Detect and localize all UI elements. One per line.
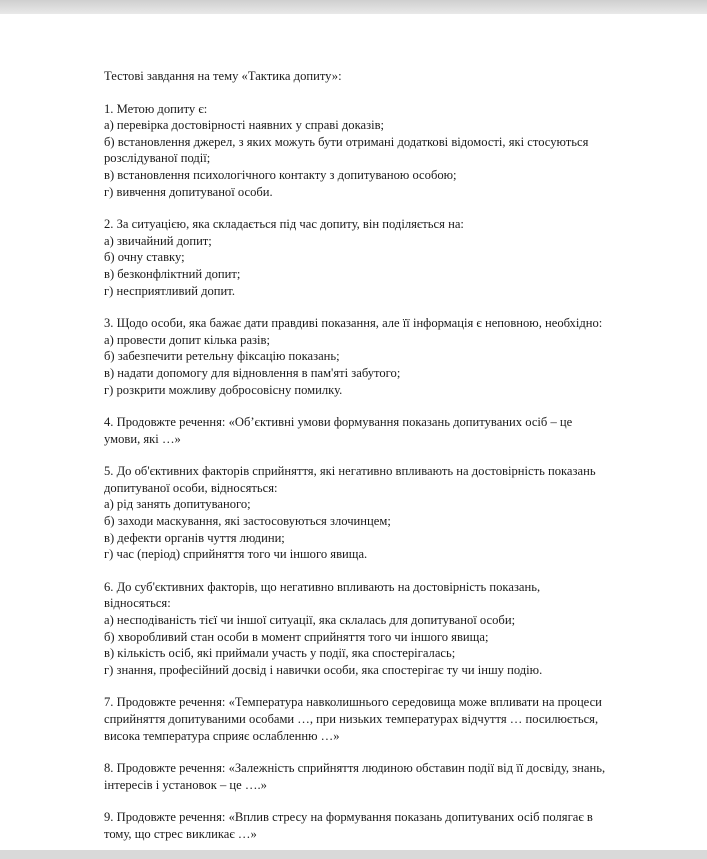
question-line: в) надати допомогу для відновлення в пам'яті забутого; <box>104 365 401 380</box>
question-text: 9. Продовжте речення: «Вплив стресу на формування показань допитуваних осіб полягає в <box>104 810 593 825</box>
question-text: 6. До суб'єктивних факторів, що негативно впливають на достовірність показань, <box>104 579 541 594</box>
question-line: розслідуваної події; <box>104 151 211 166</box>
question-line: а) несподіваність тієї чи іншої ситуації, яка склалась для допитуваної особи; <box>104 613 516 628</box>
question-line: б) очну ставку; <box>104 250 185 265</box>
question-line: а) рід занять допитуваного; <box>104 497 251 512</box>
question-line: г) розкрити можливу добросовісну помилку. <box>104 382 343 397</box>
question-line: в) дефекти органів чуття людини; <box>104 530 285 545</box>
question-4 <box>104 414 694 447</box>
question-7 <box>104 694 694 744</box>
question-line: тому, що стрес викликає …» <box>104 826 257 841</box>
question-text: 2. За ситуацією, яка складається під час допиту, він поділяється на: <box>104 217 464 232</box>
question-text: 3. Щодо особи, яка бажає дати правдиві показання, але її інформація є неповною, необхідно: <box>104 316 603 331</box>
question-line: висока температура сприяє ослабленню …» <box>104 728 340 743</box>
question-line: а) провести допит кілька разів; <box>104 332 270 347</box>
question-text: 4. Продовжте речення: «Об’єктивні умови формування показань допитуваних осіб – це <box>104 415 573 430</box>
question-8 <box>104 760 694 793</box>
question-line: сприйняття допитуваними особами …, при низьких температурах відчуття … посилюється, <box>104 712 599 726</box>
question-line: г) несприятливий допит. <box>104 283 235 298</box>
question-text: 5. До об'єктивних факторів сприйняття, які негативно впливають на достовірність показань <box>104 464 596 479</box>
question-line: б) встановлення джерел, з яких можуть бути отримані додаткові відомості, які стосуються <box>104 134 589 149</box>
question-line: в) кількість осіб, які приймали участь у події, яка спостерігалась; <box>104 646 456 661</box>
question-3 <box>104 315 694 398</box>
viewer-top-edge <box>0 0 707 14</box>
question-line: а) перевірка достовірності наявних у справі доказів; <box>104 118 385 133</box>
question-line: г) знання, професійний досвід і навички особи, яка спостерігає ту чи іншу подію. <box>104 662 543 677</box>
question-line: умови, які …» <box>104 431 181 446</box>
questions-list <box>104 101 694 843</box>
question-text: 7. Продовжте речення: «Температура навколишнього середовища може впливати на процеси <box>104 695 602 710</box>
question-line: б) хворобливий стан особи в момент сприйняття того чи іншого явища; <box>104 629 489 644</box>
question-5 <box>104 463 694 563</box>
document-content <box>104 68 694 859</box>
question-text: 1. Метою допиту є: <box>104 101 208 116</box>
question-line: в) встановлення психологічного контакту з допитуваною особою; <box>104 167 457 182</box>
question-line: г) час (період) сприйняття того чи іншого явища. <box>104 547 368 562</box>
question-1 <box>104 101 694 201</box>
question-line: б) заходи маскування, які застосовуються злочинцем; <box>104 514 391 529</box>
document-title: Тестові завдання на тему «Тактика допиту»: <box>104 69 342 83</box>
question-line: г) вивчення допитуваної особи. <box>104 184 273 199</box>
question-line: а) звичайний допит; <box>104 233 212 248</box>
question-9 <box>104 809 694 842</box>
question-6 <box>104 579 694 679</box>
question-line: відносяться: <box>104 596 171 611</box>
question-line: інтересів і установок – це ….» <box>104 777 267 792</box>
question-line: в) безконфліктний допит; <box>104 266 241 281</box>
question-2 <box>104 216 694 299</box>
question-text: 8. Продовжте речення: «Залежність сприйняття людиною обставин події від її досвіду, знань, <box>104 761 606 776</box>
question-line: б) забезпечити ретельну фіксацію показань; <box>104 349 340 364</box>
question-line: допитуваної особи, відносяться: <box>104 480 278 495</box>
